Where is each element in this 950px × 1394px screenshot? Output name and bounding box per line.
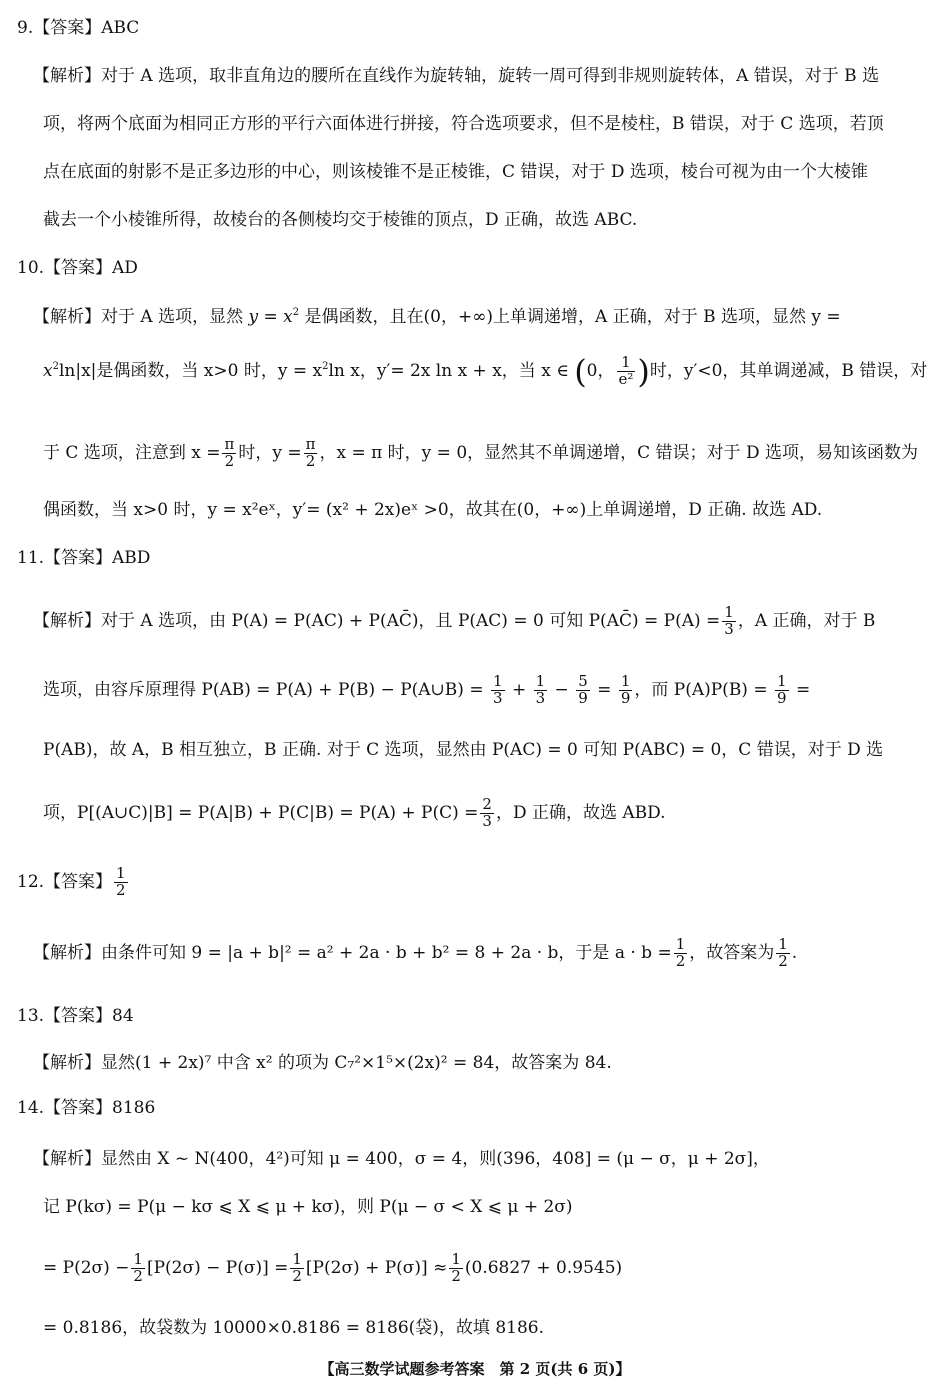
q12-frac-a: $\frac{1}{2}$ (675, 935, 686, 970)
q14-line-4: = 0.8186，故袋数为 10000×0.8186 = 8186(袋)，故填 8186. (43, 1318, 544, 1338)
q11-frac-1-3a: $\frac{1}{3}$ (724, 603, 734, 638)
page-footer: 【高三数学试题参考答案 第 2 页(共 6 页)】 (319, 1360, 631, 1378)
q10-line-2: $x^2\ln|x|$是偶函数，当 x>0 时，$y = x^2\ln$ x，y′= 2x ln x + x，当 x ∈ (0， $\frac{1}{\text{e²}}$ )时，y′<0，其单调递减，B 错误，对 (43, 352, 928, 391)
q10-l2e: 时，y′<0，其单调递减，B 错误，对 (649, 360, 928, 381)
q12-l1b: ，故答案为 (689, 942, 775, 963)
q10-l2a: x (43, 360, 53, 381)
q10-l3c: ，x = π 时，y = 0，显然其不单调递增，C 错误；对于 D 选项，易知该函数为 (319, 442, 918, 463)
q10-l2c: ln x，y′= 2x ln x + x，当 x ∈ (328, 360, 569, 381)
q11-frac-1-3b: $\frac{1}{3}$ (492, 672, 503, 707)
q11-l4a: 项，P[(A∪C)|B] = P(A|B) + P(C|B) = P(A) + P(C) = (43, 802, 479, 823)
q12-answer: 12.【答案】 $\frac{1}{2}$ (17, 864, 126, 899)
q10-answer: 10.【答案】AD (17, 258, 138, 278)
q10-frac-pi-2a: $\frac{\pi}{2}$ (224, 435, 235, 470)
q11-line-2: 选项，由容斥原理得 P(AB) = P(A) + P(B) − P(A∪B) = $\frac{1}{3}$ + $\frac{1}{3}$ − $\frac{5}{9}$ = $\frac{1}{9}$ ，而 P(A)P(B) = $\frac{1}{9}$ = (43, 672, 811, 707)
q11-line-1 (33, 605, 875, 638)
q9-line-1: 【解析】对于 A 选项，取非直角边的腰所在直线作为旋转轴，旋转一周可得到非规则旋转体，A 错误，对于 B 选 (33, 66, 880, 86)
q11-frac-1-9a: $\frac{1}{9}$ (620, 672, 631, 707)
q10-l1b: y = x (248, 307, 293, 327)
q10-l3b: 时，y = (238, 442, 302, 463)
q12-answer-frac: $\frac{1}{2}$ (116, 864, 126, 899)
q10-line-3 (43, 437, 918, 470)
q14-frac-b: $\frac{1}{2}$ (292, 1250, 302, 1285)
q11-l1b: ，A 正确，对于 B (737, 610, 876, 631)
q13-answer: 13.【答案】84 (17, 1006, 134, 1026)
q10-l2b: ln|x|是偶函数，当 x>0 时，y = x (58, 360, 323, 381)
q11-frac-1-9b: $\frac{1}{9}$ (777, 672, 787, 707)
q10-l1a: 【解析】对于 A 选项，显然 (33, 307, 249, 327)
q10-l2d: 0， (586, 360, 615, 381)
q11-line-4 (43, 797, 666, 830)
q14-line-1: 【解析】显然由 X ~ N(400，4²)可知 μ = 400，σ = 4，则(396，408] = (μ − σ，μ + 2σ]， (33, 1149, 770, 1169)
q11-l2a: 选项，由容斥原理得 P(AB) = P(A) + P(B) − P(A∪B) = (43, 679, 484, 700)
q10-l3a: 于 C 选项，注意到 x = (43, 442, 221, 463)
q14-l3d: (0.6827 + 0.9545) (464, 1257, 623, 1278)
q10-frac-pi-2b: $\frac{\pi}{2}$ (305, 435, 316, 470)
q11-answer: 11.【答案】ABD (17, 548, 151, 568)
q10-sup-2a: 2 (292, 307, 300, 318)
q10-line-1 (33, 308, 841, 326)
q11-frac-1-3c: $\frac{1}{3}$ (535, 672, 546, 707)
q11-frac-5-9: $\frac{5}{9}$ (578, 672, 588, 707)
q10-frac-1-e2: $\frac{1}{\text{e²}}$ (618, 353, 634, 388)
q14-line-2: 记 P(kσ) = P(μ − kσ ⩽ X ⩽ μ + kσ)，则 P(μ − σ < X ⩽ μ + 2σ) (43, 1197, 573, 1217)
q12-l1a: 【解析】由条件可知 9 = |a + b|² = a² + 2a · b + b² = 8 + 2a · b，于是 a · b = (33, 942, 672, 963)
q12-frac-b: $\frac{1}{2}$ (778, 935, 788, 970)
q14-line-3 (43, 1252, 622, 1285)
q10-sup-2c: 2 (322, 360, 329, 372)
q10-l1c: 是偶函数，且在(0，+∞)上单调递增，A 正确，对于 B 选项，显然 y = (299, 307, 841, 327)
q14-answer: 14.【答案】8186 (17, 1098, 156, 1118)
q11-l4b: ，D 正确，故选 ABD. (495, 802, 666, 823)
q11-l2c: = (795, 679, 811, 700)
q11-frac-2-3: $\frac{2}{3}$ (482, 795, 492, 830)
q14-l3a: = P(2σ) − (43, 1257, 130, 1278)
q11-l1a: 【解析】对于 A 选项，由 P(A) = P(AC) + P(AC̄)，且 P(AC) = 0 可知 P(AC̄) = P(A) = (33, 610, 721, 631)
q14-l3b: [P(2σ) − P(σ)] = (146, 1257, 289, 1278)
q11-l2b: ，而 P(A)P(B) = (634, 679, 768, 700)
q14-l3c: [P(2σ) + P(σ)] ≈ (305, 1257, 448, 1278)
q14-frac-a: $\frac{1}{2}$ (133, 1250, 143, 1285)
q9-answer: 9.【答案】ABC (17, 18, 140, 38)
q11-line-3: P(AB)，故 A，B 相互独立，B 正确. 对于 C 选项，显然由 P(AC) = 0 可知 P(ABC) = 0，C 错误，对于 D 选 (43, 740, 884, 760)
q12-line-1: 【解析】由条件可知 9 = |a + b|² = a² + 2a · b + b² = 8 + 2a · b，于是 a · b = $\frac{1}{2}$ ，故答案为 $\frac{1}{2}$ . (33, 935, 798, 970)
q10-line-4: 偶函数，当 x>0 时，y = x²eˣ，y′= (x² + 2x)eˣ >0，故其在(0，+∞)上单调递增，D 正确. 故选 AD. (43, 500, 823, 520)
q9-line-3: 点在底面的射影不是正多边形的中心，则该棱锥不是正棱锥，C 错误，对于 D 选项，棱台可视为由一个大棱锥 (43, 162, 868, 182)
q9-line-2: 项，将两个底面为相同正方形的平行六面体进行拼接，符合选项要求，但不是棱柱，B 错误，对于 C 选项，若顶 (43, 114, 884, 134)
q14-frac-c: $\frac{1}{2}$ (451, 1250, 461, 1285)
q9-line-4: 截去一个小棱锥所得，故棱台的各侧棱均交于棱锥的顶点，D 正确，故选 ABC. (43, 210, 638, 230)
q13-line-1: 【解析】显然(1 + 2x)⁷ 中含 x² 的项为 C₇²×1⁵×(2x)² = 84，故答案为 84. (33, 1053, 612, 1073)
q10-sup-2b: 2 (52, 360, 59, 372)
